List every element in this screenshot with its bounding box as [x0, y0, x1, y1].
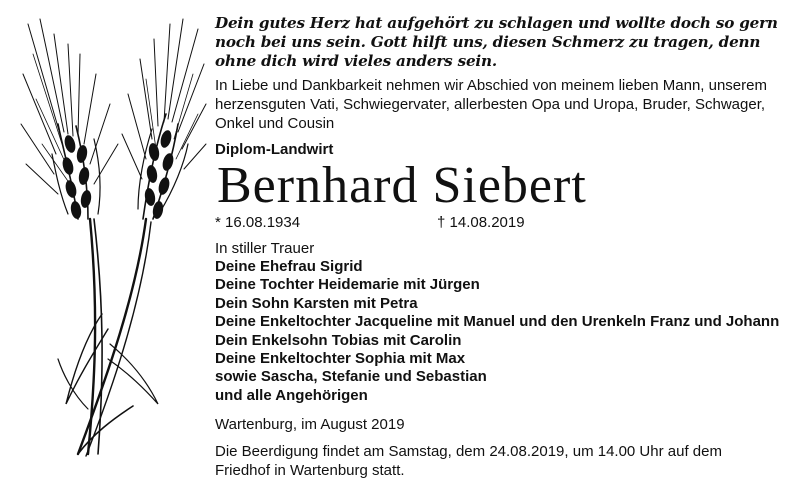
- death-date: † 14.08.2019: [437, 214, 525, 231]
- place-and-date: Wartenburg, im August 2019: [215, 416, 405, 434]
- mourner-item: Deine Enkeltochter Sophia mit Max: [215, 350, 466, 368]
- mourning-label: In stiller Trauer: [215, 240, 315, 257]
- mourners-list: [215, 258, 790, 405]
- obituary-content: [215, 14, 790, 480]
- birth-date: * 16.08.1934: [215, 214, 301, 231]
- mourner-item: und alle Angehörigen: [215, 386, 368, 404]
- mourner-item: Deine Enkeltochter Jacqueline mit Manuel und den Urenkeln Franz und Johann: [215, 313, 780, 331]
- funeral-info: Die Beerdigung findet am Samstag, dem 24.08.2019, um 14.00 Uhr auf dem Friedhof in Wartenburg statt.: [215, 443, 722, 480]
- mourner-item: Dein Enkelsohn Tobias mit Carolin: [215, 331, 462, 349]
- mourner-item: Dein Sohn Karsten mit Petra: [215, 294, 418, 312]
- wheat-ears-icon: [18, 14, 208, 464]
- farewell-intro: In Liebe und Dankbarkeit nehmen wir Abschied von meinem lieben Mann, unserem herzensguten Vati, Schwiegervater, allerbesten Opa und Uropa, Bruder, Schwager, Onkel und Cousin: [215, 77, 767, 132]
- profession-title: Diplom-Landwirt: [215, 141, 334, 158]
- deceased-name: Bernhard Siebert: [217, 157, 587, 214]
- life-dates: [215, 214, 790, 234]
- mourner-item: Deine Ehefrau Sigrid: [215, 258, 363, 275]
- memorial-motto: Dein gutes Herz hat aufgehört zu schlagen und wollte doch so gern noch bei uns sein. Gott hilft uns, diesen Schmerz zu tragen, denn ohne dich wird vieles anders sein.: [215, 14, 778, 70]
- mourner-item: Deine Tochter Heidemarie mit Jürgen: [215, 276, 480, 294]
- mourner-item: sowie Sascha, Stefanie und Sebastian: [215, 368, 487, 386]
